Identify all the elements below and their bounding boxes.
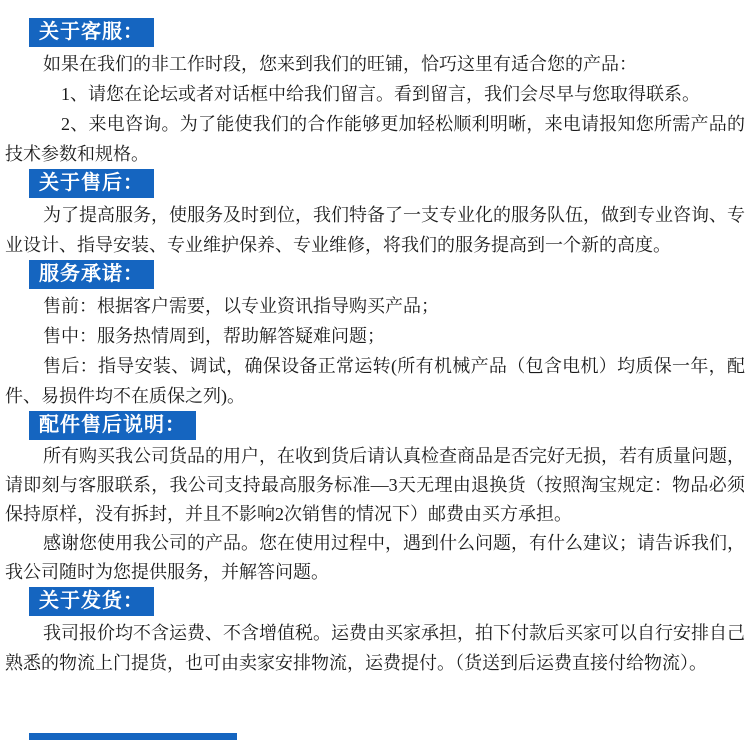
paragraph-list-item-2: 2、来电咨询。为了能使我们的合作能够更加轻松顺利明晰，来电请报知您所需产品的技术参数和规格。 (5, 114, 745, 164)
paragraph: 所有购买我公司货品的用户，在收到货后请认真检查商品是否完好无损，若有质量问题，请即刻与客服联系，我公司支持最高服务标准—3天无理由退换货（按照淘宝规定：物品必须保持原样，没有拆封，并且不影响2次销售的情况下）邮费由买方承担。 (5, 446, 745, 524)
section-parts-after-sales (0, 411, 750, 587)
section-shipping (0, 587, 750, 678)
section-body-service-promise (5, 291, 745, 411)
section-title-after-sales: 关于售后： (29, 169, 154, 198)
paragraph: 如果在我们的非工作时段，您来到我们的旺铺，恰巧这里有适合您的产品： (43, 54, 637, 74)
section-service-promise (0, 260, 750, 411)
paragraph-list-item-1: 1、请您在论坛或者对话框中给我们留言。看到留言，我们会尽早与您取得联系。 (61, 84, 700, 104)
paragraph: 我司报价均不含运费、不含增值税。运费由买家承担，拍下付款后买家可以自行安排自己熟悉的物流上门提货，也可由卖家安排物流，运费提付。（货送到后运费直接付给物流）。 (5, 623, 745, 673)
paragraph: 感谢您使用我公司的产品。您在使用过程中，遇到什么问题，有什么建议；请告诉我们，我公司随时为您提供服务，并解答问题。 (5, 533, 745, 582)
section-customer-service (0, 18, 750, 169)
paragraph-pre-sale: 售前：根据客户需要，以专业资讯指导购买产品； (43, 296, 439, 316)
section-after-sales (0, 169, 750, 260)
section-body-shipping (5, 618, 745, 678)
section-title-shipping: 关于发货： (29, 587, 154, 616)
paragraph-mid-sale: 售中：服务热情周到，帮助解答疑难问题； (43, 326, 385, 346)
section-body-after-sales (5, 200, 745, 260)
section-body-parts-after-sales (5, 442, 745, 587)
section-title-service-promise: 服务承诺： (29, 260, 154, 289)
truncated-next-section-header-bar (29, 733, 237, 740)
section-body-customer-service (5, 49, 745, 169)
paragraph-post-sale: 售后：指导安装、调试，确保设备正常运转(所有机械产品（包含电机）均质保一年，配件、易损件均不在质保之列)。 (5, 356, 745, 406)
paragraph: 为了提高服务，使服务及时到位，我们特备了一支专业化的服务队伍，做到专业咨询、专业设计、指导安装、专业维护保养、专业维修，将我们的服务提高到一个新的高度。 (5, 205, 745, 255)
section-title-parts-after-sales: 配件售后说明： (29, 411, 196, 440)
section-title-customer-service: 关于客服： (29, 18, 154, 47)
